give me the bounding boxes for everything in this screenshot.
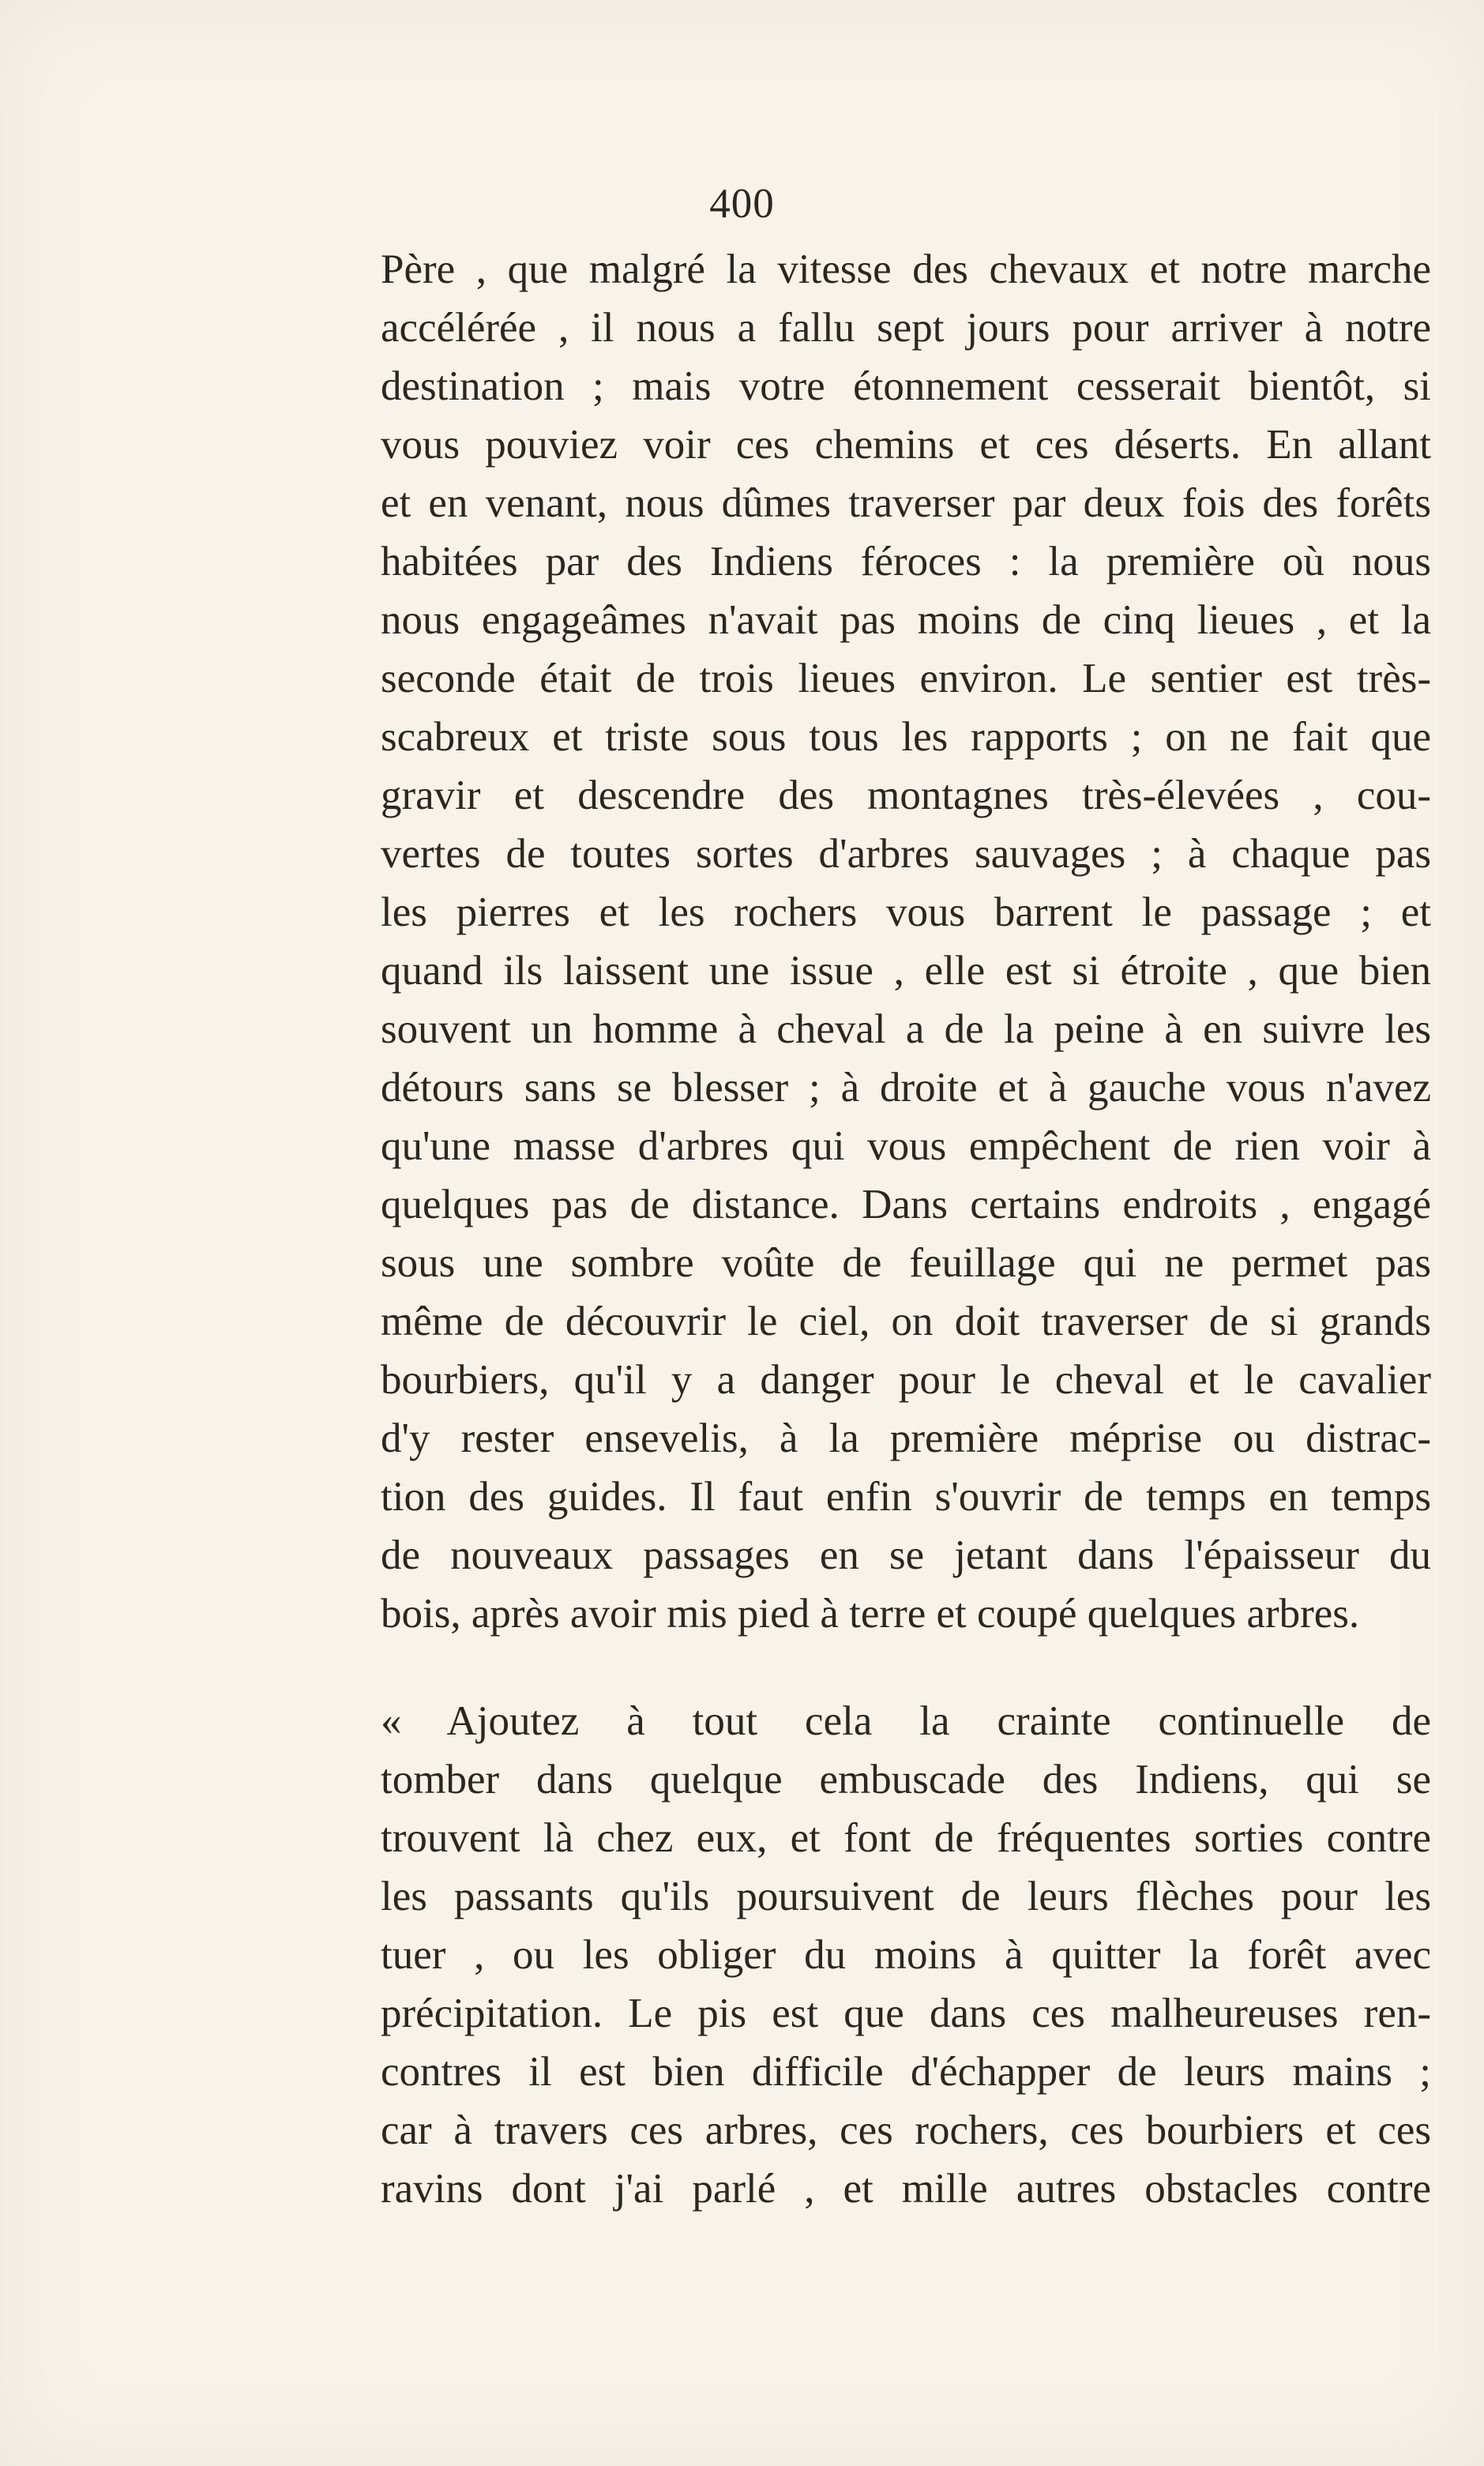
text-line: bois, après avoir mis pied à terre et coupé quelques arbres. — [381, 1591, 1360, 1637]
body-text — [381, 240, 1431, 2218]
text-line: destination ; mais votre étonnement cesserait bientôt, si — [381, 363, 1431, 409]
page-number: 400 — [709, 181, 775, 227]
text-line: les pierres et les rochers vous barrent le passage ; et — [381, 889, 1431, 935]
text-line: même de découvrir le ciel, on doit traverser de si grands — [381, 1299, 1431, 1344]
text-line: vous pouviez voir ces chemins et ces déserts. En allant — [381, 422, 1431, 468]
text-line: tuer , ou les obliger du moins à quitter la forêt avec — [381, 1932, 1431, 1978]
text-line: les passants qu'ils poursuivent de leurs flèches pour les — [381, 1874, 1431, 1919]
text-line: tion des guides. Il faut enfin s'ouvrir de temps en temps — [381, 1474, 1431, 1520]
text-line: gravir et descendre des montagnes très-élevées , cou- — [381, 773, 1431, 818]
text-line: quelques pas de distance. Dans certains endroits , engagé — [381, 1182, 1431, 1227]
text-line: vertes de toutes sortes d'arbres sauvages ; à chaque pas — [381, 831, 1431, 877]
text-line: Père , que malgré la vitesse des chevaux et notre marche — [381, 246, 1431, 292]
text-line: accélérée , il nous a fallu sept jours pour arriver à notre — [381, 305, 1431, 351]
paragraph-1 — [381, 240, 1431, 1643]
text-line: d'y rester ensevelis, à la première méprise ou distrac- — [381, 1415, 1431, 1461]
text-line: qu'une masse d'arbres qui vous empêchent de rien voir à — [381, 1123, 1431, 1169]
text-line: « Ajoutez à tout cela la crainte continuelle de — [381, 1698, 1431, 1744]
text-line: habitées par des Indiens féroces : la première où nous — [381, 539, 1431, 585]
text-line: bourbiers, qu'il y a danger pour le cheval et le cavalier — [381, 1357, 1431, 1403]
text-line: et en venant, nous dûmes traverser par deux fois des forêts — [381, 480, 1431, 526]
text-line: ravins dont j'ai parlé , et mille autres obstacles contre — [381, 2166, 1431, 2212]
text-line: car à travers ces arbres, ces rochers, ces bourbiers et ces — [381, 2107, 1431, 2153]
text-line: précipitation. Le pis est que dans ces malheureuses ren- — [381, 1990, 1431, 2036]
text-line: détours sans se blesser ; à droite et à gauche vous n'avez — [381, 1065, 1431, 1111]
text-line: sous une sombre voûte de feuillage qui ne permet pas — [381, 1240, 1431, 1286]
text-line: quand ils laissent une issue , elle est si étroite , que bien — [381, 948, 1431, 994]
text-line: tomber dans quelque embuscade des Indiens, qui se — [381, 1757, 1431, 1803]
text-line: nous engageâmes n'avait pas moins de cinq lieues , et la — [381, 597, 1431, 643]
text-line: trouvent là chez eux, et font de fréquentes sorties contre — [381, 1815, 1431, 1861]
paragraph-2 — [381, 1692, 1431, 2218]
text-line: contres il est bien difficile d'échapper de leurs mains ; — [381, 2049, 1431, 2095]
text-line: souvent un homme à cheval a de la peine à en suivre les — [381, 1006, 1431, 1052]
text-line: scabreux et triste sous tous les rapports ; on ne fait que — [381, 714, 1431, 760]
text-line: seconde était de trois lieues environ. Le sentier est très- — [381, 656, 1431, 701]
text-line: de nouveaux passages en se jetant dans l'épaisseur du — [381, 1532, 1431, 1578]
